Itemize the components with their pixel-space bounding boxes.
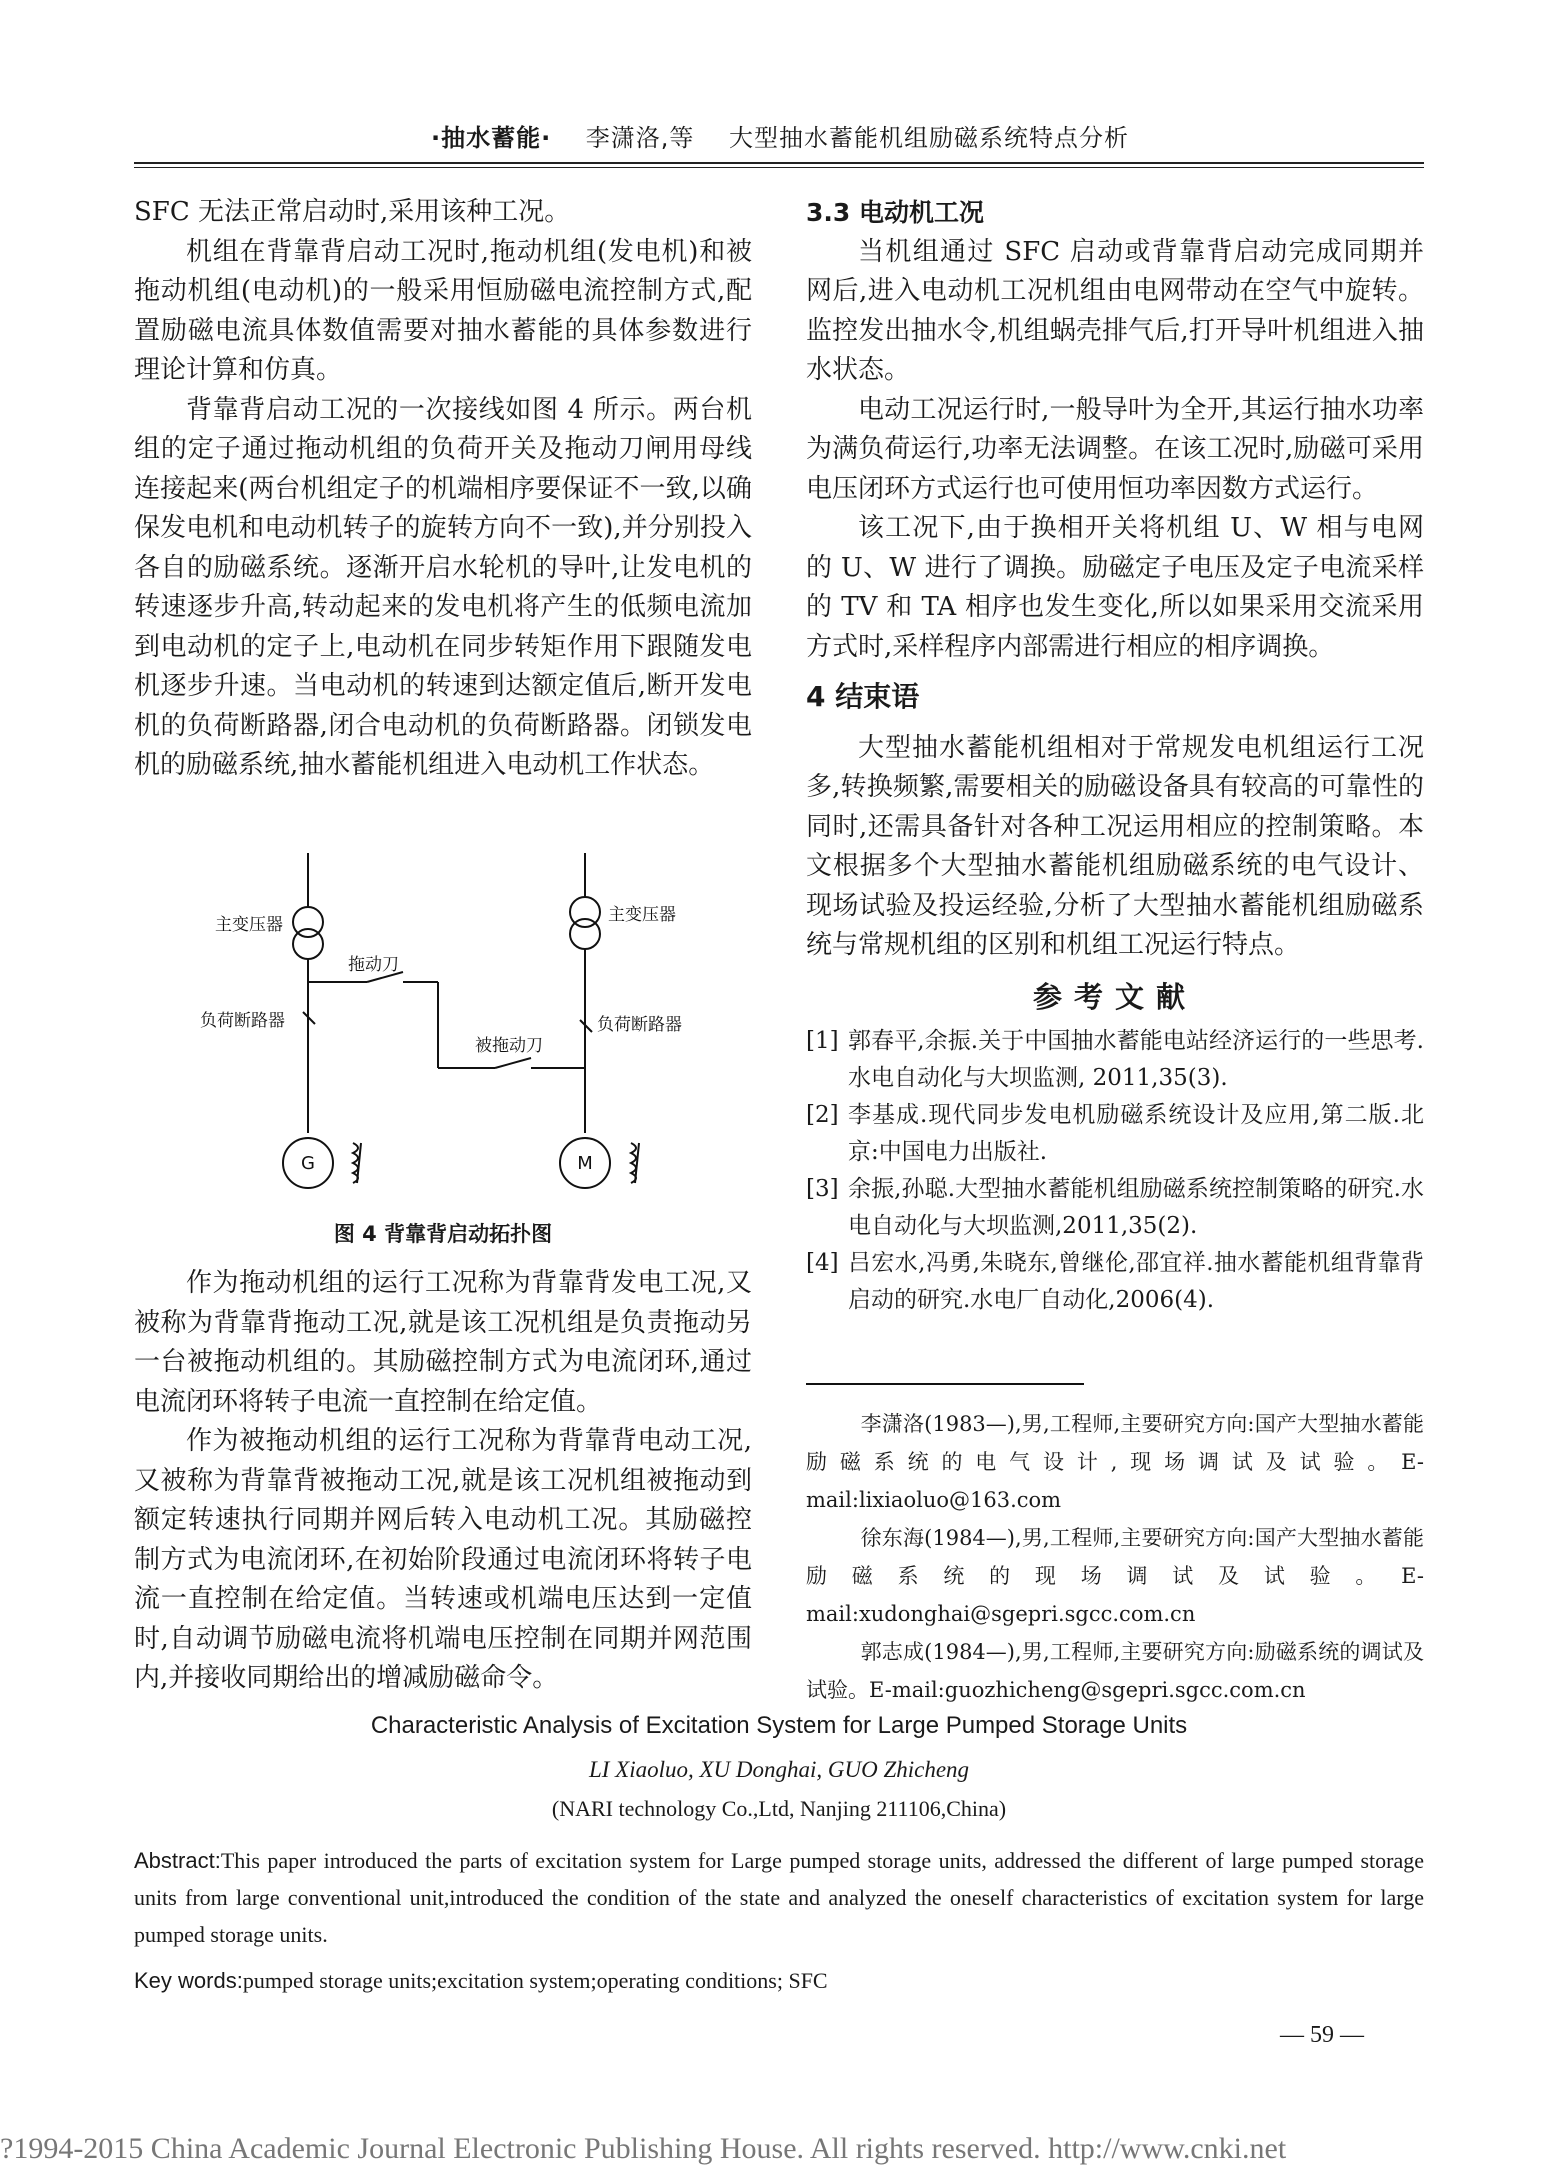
reference-number: [2] (806, 1102, 839, 1128)
abstract-label: Abstract: (134, 1848, 221, 1873)
paragraph: 当机组通过 SFC 启动或背靠背启动完成同期并网后,进入电动机工况机组由电网带动在空气中旋转。监控发出抽水令,机组蜗壳排气后,打开导叶机组进入抽水状态。 (806, 236, 1424, 385)
author-bio: 李潇洛(1983—),男,工程师,主要研究方向:国产大型抽水蓄能励磁系统的电气设计,现场调试及试验。E-mail:lixiaoluo@163.com (806, 1412, 1424, 1512)
paragraph: SFC 无法正常启动时,采用该种工况。 (134, 197, 571, 227)
reference-number: [3] (806, 1176, 839, 1202)
section-4-title: 4 结束语 (806, 680, 920, 713)
paragraph: 作为拖动机组的运行工况称为背靠背发电工况,又被称为背靠背拖动工况,就是该工况机组是负责拖动另一台被拖动机组的。其励磁控制方式为电流闭环,通过电流闭环将转子电流一直控制在给定值。 (134, 1268, 752, 1417)
reference-number: [1] (806, 1028, 839, 1054)
left-column-top (134, 193, 752, 786)
author-bio: 郭志成(1984—),男,工程师,主要研究方向:励磁系统的调试及试验。E-mail:guozhicheng@sgepri.sgcc.com.cn (806, 1640, 1424, 1702)
reference-text: 余振,孙聪.大型抽水蓄能机组励磁系统控制策略的研究.水电自动化与大坝监测,2011,35(2). (848, 1176, 1424, 1239)
reference-item (806, 1245, 1424, 1319)
paragraph: 机组在背靠背启动工况时,拖动机组(发电机)和被拖动机组(电动机)的一般采用恒励磁电流控制方式,配置励磁电流具体数值需要对抽水蓄能的具体参数进行理论计算和仿真。 (134, 236, 752, 385)
references-title: 参考文献 (1032, 979, 1197, 1014)
author-bios (806, 1405, 1424, 1709)
label-breaker-right: 负荷断路器 (597, 1015, 682, 1035)
left-column-bottom (134, 1264, 752, 1699)
abstract (134, 1842, 1424, 1953)
paragraph: 背靠背启动工况的一次接线如图 4 所示。两台机组的定子通过拖动机组的负荷开关及拖动刀闸用母线连接起来(两台机组定子的机端相序要保证不一致,以确保发电机和电动机转子的旋转方向不一致),并分别投入各自的励磁系统。逐渐开启水轮机的导叶,让发电机的转速逐步升高,转动起来的发电机将产生的低频电流加到电动机的定子上,电动机在同步转矩作用下跟随发电机逐步升速。当电动机的转速到达额定值后,断开发电机的负荷断路器,闭合电动机的负荷断路器。闭锁发电机的励磁系统,抽水蓄能机组进入电动机工作状态。 (134, 394, 752, 780)
copyright-footer: ?1994-2015 China Academic Journal Electronic Publishing House. All rights reserved. http://www.cnki.net (0, 2132, 1287, 2165)
motor-symbol: M (577, 1153, 593, 1174)
label-breaker-left: 负荷断路器 (200, 1011, 285, 1031)
right-column (806, 193, 1424, 1319)
paragraph: 作为被拖动机组的运行工况称为背靠背电动工况,又被称为背靠背被拖动工况,就是该工况机组被拖动到额定转速执行同期并网后转入电动机工况。其励磁控制方式为电流闭环,在初始阶段通过电流闭环将转子电流一直控制在给定值。当转速或机端电压达到一定值时,自动调节励磁电流将机端电压控制在同期并网范围内,并接收同期给出的增减励磁命令。 (134, 1426, 752, 1693)
label-drag-switch: 拖动刀 (348, 955, 399, 975)
reference-list (806, 1023, 1424, 1319)
english-affiliation: (NARI technology Co.,Ltd, Nanjing 211106,China) (551, 1796, 1007, 1821)
reference-text: 吕宏水,冯勇,朱晓东,曾继伦,邵宜祥.抽水蓄能机组背靠背启动的研究.水电厂自动化,2006(4). (848, 1250, 1424, 1313)
reference-text: 李基成.现代同步发电机励磁系统设计及应用,第二版.北京:中国电力出版社. (848, 1102, 1424, 1165)
section-3-3-title: 3.3 电动机工况 (806, 198, 984, 227)
keywords-label: Key words: (134, 1968, 243, 1993)
paragraph: 电动工况运行时,一般导叶为全开,其运行抽水功率为满负荷运行,功率无法调整。在该工况时,励磁可采用电压闭环方式运行也可使用恒功率因数方式运行。 (806, 394, 1424, 504)
running-header (0, 118, 1560, 153)
figure-4 (195, 848, 715, 1208)
english-authors: LI Xiaoluo, XU Donghai, GUO Zhicheng (588, 1757, 970, 1782)
header-section: ·抽水蓄能· (431, 124, 552, 152)
paragraph: 大型抽水蓄能机组相对于常规发电机组运行工况多,转换频繁,需要相关的励磁设备具有较高的可靠性的同时,还需具备针对各种工况运用相应的控制策略。本文根据多个大型抽水蓄能机组励磁系统的电气设计、现场试验及投运经验,分析了大型抽水蓄能机组励磁系统与常规机组的区别和机组工况运行特点。 (806, 732, 1424, 960)
bio-separator (806, 1383, 1084, 1385)
header-rule (134, 162, 1424, 164)
label-dragged-switch: 被拖动刀 (475, 1036, 543, 1056)
header-authors: 李潇洛,等 (585, 124, 695, 152)
reference-text: 郭春平,余振.关于中国抽水蓄能电站经济运行的一些思考. 水电自动化与大坝监测, 2011,35(3). (848, 1028, 1424, 1091)
reference-item (806, 1023, 1424, 1097)
generator-symbol: G (301, 1153, 315, 1174)
label-transformer-left: 主变压器 (215, 915, 283, 935)
author-bio: 徐东海(1984—),男,工程师,主要研究方向:国产大型抽水蓄能励磁系统的现场调试及试验。E-mail:xudonghai@sgepri.sgcc.com.cn (806, 1526, 1424, 1626)
keywords (134, 1962, 1424, 1999)
reference-number: [4] (806, 1250, 839, 1276)
reference-item (806, 1097, 1424, 1171)
paragraph: 该工况下,由于换相开关将机组 U、W 相与电网的 U、W 进行了调换。励磁定子电压及定子电流采样的 TV 和 TA 相序也发生变化,所以如果采用交流采用方式时,采样程序内部需进行相应的相序调换。 (806, 513, 1424, 662)
header-rule-thin (134, 167, 1424, 168)
reference-item (806, 1171, 1424, 1245)
abstract-text: This paper introduced the parts of excitation system for Large pumped storage units, addressed the different of large pumped storage units from large conventional unit,introduced the condition of the state and analyzed the oneself characteristics of excitation system for large pumped storage units. (134, 1848, 1424, 1947)
topology-diagram (195, 848, 715, 1208)
header-title: 大型抽水蓄能机组励磁系统特点分析 (728, 124, 1129, 152)
keywords-text: pumped storage units;excitation system;operating conditions; SFC (242, 1968, 828, 1993)
label-transformer-right: 主变压器 (608, 905, 676, 925)
english-title: Characteristic Analysis of Excitation System for Large Pumped Storage Units (370, 1712, 1188, 1739)
figure-caption: 图 4 背靠背启动拓扑图 (333, 1222, 553, 1246)
page-number: — 59 — (1280, 2022, 1364, 2048)
